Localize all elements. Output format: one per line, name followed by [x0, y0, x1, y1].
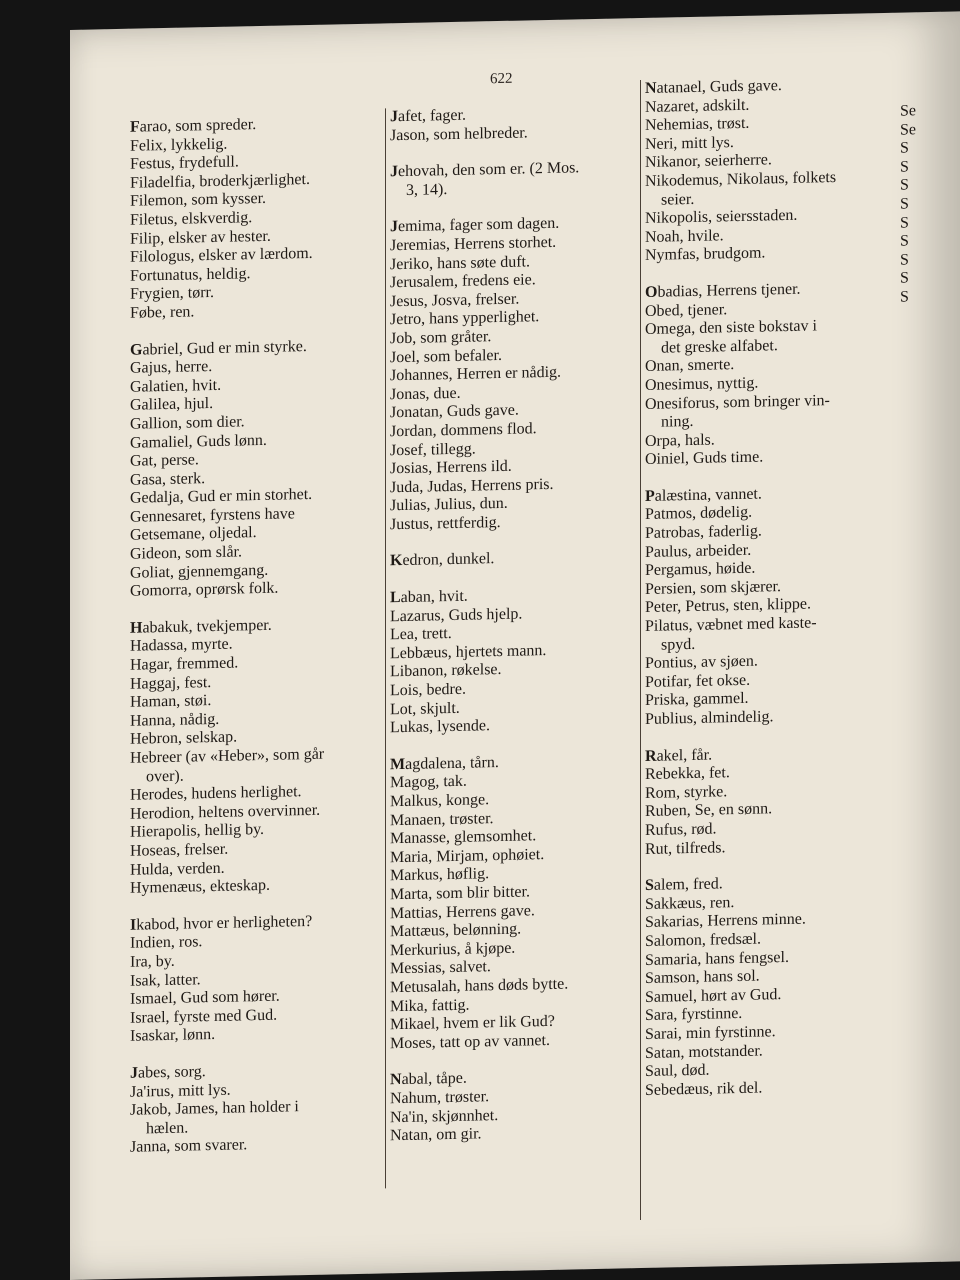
edge-letter: S [900, 195, 909, 213]
dictionary-entry: Rut, tilfreds. [645, 838, 726, 858]
dictionary-entry: Noah, hvile. [645, 227, 724, 246]
dictionary-entry: Jeremias, Herrens storhet. [390, 233, 557, 255]
dictionary-entry: Jafet, fager. [390, 106, 466, 126]
dictionary-entry: Jesus, Josva, frelser. [390, 290, 520, 311]
dictionary-entry: Sakarias, Herrens minne. [645, 910, 806, 932]
dictionary-entry: Johannes, Herren er nådig. [390, 363, 562, 385]
dictionary-entry: Lois, bedre. [390, 680, 466, 700]
dictionary-entry: Gabriel, Gud er min styrke. [130, 337, 307, 359]
dictionary-entry: Ja'irus, mitt lys. [130, 1081, 231, 1101]
dictionary-entry: Neri, mitt lys. [645, 133, 734, 153]
dictionary-entry: Gajus, herre. [130, 358, 213, 377]
dictionary-entry: Getsemane, oljedal. [130, 524, 257, 545]
dictionary-entry: Magdalena, tårn. [390, 753, 499, 774]
dictionary-entry: Nabal, tåpe. [390, 1069, 467, 1089]
dictionary-entry: Filetus, elskverdig. [130, 209, 253, 229]
dictionary-entry: Nehemias, trøst. [645, 114, 750, 135]
dictionary-entry: Patmos, dødelig. [645, 504, 753, 524]
dictionary-entry: Jerusalem, fredens eie. [390, 271, 536, 292]
dictionary-entry: Palæstina, vannet. [645, 485, 762, 505]
dictionary-entry: Filologus, elsker av lærdom. [130, 245, 313, 266]
dictionary-entry: Saul, død. [645, 1061, 710, 1081]
edge-letter: Se [900, 120, 916, 139]
dictionary-entry: Josef, tillegg. [390, 440, 476, 459]
page-number: 622 [490, 70, 513, 88]
dictionary-entry: Kedron, dunkel. [390, 550, 495, 570]
dictionary-entry: Nikanor, seierherre. [645, 151, 772, 172]
next-page-edge [900, 102, 916, 307]
dictionary-entry: Samuel, hørt av Gud. [645, 985, 782, 1006]
edge-letter: S [900, 251, 909, 269]
dictionary-entry: Lea, trett. [390, 625, 452, 644]
dictionary-entry: Natan, om gir. [390, 1125, 482, 1145]
dictionary-entry: Nahum, trøster. [390, 1088, 490, 1108]
dictionary-entry: Onan, smerte. [645, 356, 735, 376]
dictionary-entry: Jonatan, Guds gave. [390, 401, 519, 422]
edge-letter: S [900, 288, 909, 306]
dictionary-entry: Isak, latter. [130, 970, 201, 990]
column-2 [385, 103, 635, 1188]
dictionary-entry: Jabes, sorg. [130, 1063, 206, 1082]
dictionary-entry: Manasse, glemsomhet. [390, 827, 537, 848]
dictionary-entry: Nazaret, adskilt. [645, 96, 750, 116]
dictionary-entry: Jemima, fager som dagen. [390, 215, 560, 236]
dictionary-entry: Gideon, som slår. [130, 543, 242, 563]
dictionary-entry: Hymenæus, ekteskap. [130, 876, 270, 897]
dictionary-entry: Mika, fattig. [390, 996, 470, 1015]
dictionary-entry: Satan, motstander. [645, 1041, 763, 1062]
dictionary-entry: Israel, fyrste med Gud. [130, 1006, 278, 1027]
dictionary-entry: Magog, tak. [390, 773, 467, 792]
dictionary-entry: Jason, som helbreder. [390, 124, 528, 144]
dictionary-entry: Metusalah, hans døds bytte. [390, 975, 569, 997]
dictionary-entry: Jakob, James, han holder i hælen. [130, 1098, 299, 1138]
dictionary-entry: Pergamus, høide. [645, 559, 756, 580]
dictionary-entry: Rakel, får. [645, 746, 713, 765]
dictionary-entry: Omega, den siste bokstav i det greske alfabet. [645, 317, 817, 357]
dictionary-entry: Fortunatus, heldig. [130, 264, 251, 285]
dictionary-entry: Julias, Julius, dun. [390, 495, 508, 515]
edge-letter: S [900, 232, 909, 250]
dictionary-entry: Jeriko, hans søte duft. [390, 252, 530, 273]
dictionary-entry: Gennesaret, fyrstens have [130, 505, 295, 526]
dictionary-entry: Frygien, tørr. [130, 284, 214, 304]
dictionary-entry: Sakkæus, ren. [645, 893, 735, 913]
edge-letter: S [900, 213, 909, 232]
dictionary-entry: Onesimus, nyttig. [645, 374, 759, 394]
dictionary-entry: Natanael, Guds gave. [645, 77, 782, 97]
dictionary-entry: Filemon, som kysser. [130, 190, 267, 211]
dictionary-entry: Juda, Judas, Herrens pris. [390, 475, 554, 496]
dictionary-entry: Pilatus, væbnet med kaste- spyd. [645, 614, 817, 654]
dictionary-entry: Goliat, gjennemgang. [130, 561, 269, 582]
dictionary-entry: Herodion, heltens overvinner. [130, 801, 321, 823]
column-3 [640, 75, 895, 1220]
dictionary-entry: Hebreer (av «Heber», som går over). [130, 745, 325, 786]
dictionary-entry: Malkus, konge. [390, 791, 490, 811]
dictionary-entry: Potifar, fet okse. [645, 671, 751, 691]
dictionary-entry: Obadias, Herrens tjener. [645, 280, 801, 301]
dictionary-entry: Jehovah, den som er. (2 Mos. 3, 14). [390, 159, 580, 199]
dictionary-entry: Onesiforus, som bringer vin- ning. [645, 391, 830, 431]
dictionary-entry: Paulus, arbeider. [645, 541, 752, 561]
dictionary-entry: Merkurius, å kjøpe. [390, 939, 516, 960]
edge-letter: S [900, 158, 909, 176]
edge-letter: Se [900, 102, 916, 120]
dictionary-entry: Sara, fyrstinne. [645, 1005, 743, 1025]
dictionary-entry: Lot, skjult. [390, 699, 460, 718]
book-page [70, 11, 960, 1280]
dictionary-entry: Salem, fred. [645, 875, 723, 895]
dictionary-entry: Ira, by. [130, 952, 175, 971]
dictionary-entry: Maria, Mirjam, ophøiet. [390, 845, 545, 867]
dictionary-entry: Nymfas, brudgom. [645, 244, 766, 265]
dictionary-entry: Rebekka, fet. [645, 764, 730, 784]
dictionary-entry: Joel, som befaler. [390, 346, 502, 366]
dictionary-entry: Lukas, lysende. [390, 717, 490, 737]
dictionary-entry: Haggaj, fest. [130, 673, 212, 693]
dictionary-entry: Festus, frydefull. [130, 153, 239, 173]
dictionary-entry: Rufus, rød. [645, 820, 717, 839]
dictionary-entry: Felix, lykkelig. [130, 135, 228, 155]
dictionary-entry: Gedalja, Gud er min storhet. [130, 486, 313, 508]
dictionary-entry: Filadelfia, broderkjærlighet. [130, 170, 310, 192]
dictionary-entry: Hadassa, myrte. [130, 636, 233, 656]
dictionary-entry: Hagar, fremmed. [130, 654, 239, 674]
dictionary-entry: Indien, ros. [130, 933, 203, 953]
dictionary-entry: Galatien, hvit. [130, 376, 222, 396]
dictionary-entry: Haman, støi. [130, 692, 212, 711]
dictionary-entry: Jordan, dommens flod. [390, 420, 537, 441]
dictionary-entry: Markus, høflig. [390, 865, 490, 885]
dictionary-entry: Messias, salvet. [390, 958, 491, 978]
dictionary-entry: Føbe, ren. [130, 303, 195, 322]
edge-letter: S [900, 269, 909, 287]
dictionary-entry: Rom, styrke. [645, 783, 728, 802]
dictionary-entry: Hanna, nådig. [130, 710, 220, 730]
dictionary-entry: Hoseas, frelser. [130, 840, 229, 860]
dictionary-entry: Publius, almindelig. [645, 708, 774, 728]
dictionary-entry: Mattias, Herrens gave. [390, 901, 535, 922]
dictionary-entry: Jonas, due. [390, 384, 461, 404]
edge-letter: S [900, 139, 909, 157]
dictionary-entry: Samaria, hans fengsel. [645, 948, 789, 969]
edge-letter: S [900, 176, 909, 194]
dictionary-entry: Sarai, min fyrstinne. [645, 1023, 776, 1043]
dictionary-entry: Obed, tjener. [645, 300, 728, 320]
dictionary-entry: Patrobas, faderlig. [645, 522, 762, 543]
dictionary-entry: Ismael, Gud som hører. [130, 987, 280, 1008]
dictionary-entry: Sebedæus, rik del. [645, 1079, 763, 1099]
dictionary-entry: Oiniel, Guds time. [645, 448, 764, 469]
dictionary-entry: Mattæus, belønning. [390, 920, 522, 941]
dictionary-entry: Justus, rettferdig. [390, 513, 501, 534]
dictionary-entry: Janna, som svarer. [130, 1136, 248, 1157]
dictionary-entry: Moses, tatt op av vannet. [390, 1031, 550, 1053]
dictionary-entry: Nikopolis, seiersstaden. [645, 206, 798, 228]
dictionary-entry: Ikabod, hvor er herligheten? [130, 912, 313, 934]
column-1 [130, 114, 370, 1158]
dictionary-entry: Josias, Herrens ild. [390, 457, 512, 478]
dictionary-entry: Marta, som blir bitter. [390, 883, 530, 904]
dictionary-entry: Habakuk, tvekjemper. [130, 616, 272, 637]
dictionary-entry: Samson, hans sol. [645, 967, 760, 988]
dictionary-entry: Gamaliel, Guds lønn. [130, 431, 267, 452]
dictionary-entry: Farao, som spreder. [130, 116, 257, 136]
dictionary-entry: Gat, perse. [130, 451, 199, 470]
dictionary-entry: Galilea, hjul. [130, 395, 214, 415]
dictionary-entry: Gasa, sterk. [130, 469, 206, 489]
dictionary-entry: Persien, som skjærer. [645, 577, 781, 598]
dictionary-entry: Salomon, fredsæl. [645, 930, 761, 950]
dictionary-entry: Hulda, verden. [130, 859, 225, 879]
dictionary-entry: Hierapolis, hellig by. [130, 821, 265, 842]
dictionary-entry: Pontius, av sjøen. [645, 652, 758, 673]
dictionary-entry: Herodes, hudens herlighet. [130, 783, 302, 804]
dictionary-entry: Priska, gammel. [645, 690, 749, 710]
dictionary-entry: Hebron, selskap. [130, 728, 238, 749]
dictionary-entry: Gomorra, oprørsk folk. [130, 579, 279, 600]
dictionary-entry: Isaskar, lønn. [130, 1026, 216, 1046]
dictionary-entry: Na'in, skjønnhet. [390, 1106, 499, 1126]
dictionary-entry: Laban, hvit. [390, 587, 468, 607]
dictionary-entry: Lebbæus, hjertets mann. [390, 641, 547, 663]
dictionary-entry: Ruben, Se, en sønn. [645, 800, 773, 821]
dictionary-entry: Job, som gråter. [390, 328, 492, 348]
dictionary-entry: Libanon, røkelse. [390, 661, 502, 681]
dictionary-entry: Gallion, som dier. [130, 413, 245, 433]
dictionary-entry: Filip, elsker av hester. [130, 227, 271, 248]
dictionary-entry: Peter, Petrus, sten, klippe. [645, 595, 811, 617]
dictionary-entry: Lazarus, Guds hjelp. [390, 605, 523, 625]
dictionary-entry: Mikael, hvem er lik Gud? [390, 1012, 555, 1034]
dictionary-entry: Nikodemus, Nikolaus, folkets seier. [645, 168, 837, 209]
dictionary-entry: Manaen, trøster. [390, 809, 494, 829]
dictionary-entry: Jetro, hans ypperlighet. [390, 308, 540, 329]
dictionary-entry: Orpa, hals. [645, 431, 715, 450]
